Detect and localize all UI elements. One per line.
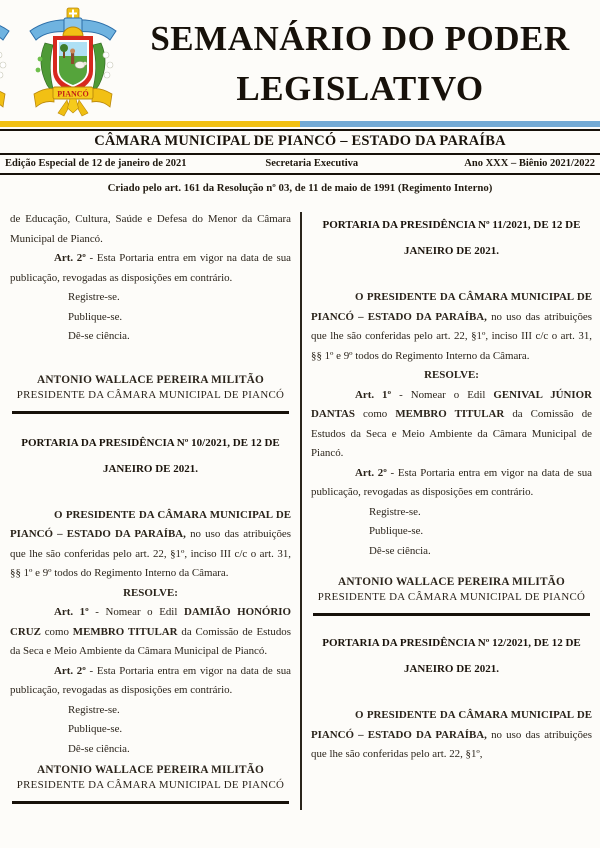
presidente-rest: no uso das atribuições que lhe são conferidas pelo art. 22, §1º, inciso III c/c o art. 31, §§ 1º e 9º todos do Regimento Interno da Câmara. [311,310,592,362]
portaria-10-heading-line1: PORTARIA DA PRESIDÊNCIA Nº 10/2021, DE 12 DE [21,436,280,449]
clipped-coat-of-arms [0,7,13,119]
emblem-cotton-boll [107,62,113,68]
left-column [10,210,291,804]
continuation-paragraph [10,210,291,249]
preamble-paragraph [311,288,592,366]
art2-label: Art. 2º [355,466,387,479]
continuation-text: de Educação, Cultura, Saúde e Defesa do Menor da Câmara Municipal de Piancó. [10,213,291,245]
pianco-coat-of-arms-icon [27,7,119,119]
section-rule [12,801,289,804]
presidente-bold: O PRESIDENTE DA CÂMARA MUNICIPAL DE PIANCÓ – ESTADO DA PARAÍBA, [10,508,291,540]
portaria-11-heading [311,212,592,264]
signature-role: PRESIDENTE DA CÂMARA MUNICIPAL DE PIANCÓ [16,779,285,791]
right-column [311,210,592,765]
accent-bar [0,121,600,127]
signature-name: ANTONIO WALLACE PEREIRA MILITÃO [337,576,566,588]
emblem-leaf [36,68,41,73]
column-divider [300,212,302,810]
membro-titular: MEMBRO TITULAR [395,408,505,420]
art2-label: Art. 2º [54,664,86,677]
como-text: como [354,408,396,420]
resolve-line: RESOLVE: [123,586,178,599]
registre-line: Registre-se. [68,291,120,303]
portaria-11-heading-line2: JANEIRO DE 2021. [403,245,500,257]
presidente-bold: O PRESIDENTE DA CÂMARA MUNICIPAL DE PIANCÓ – ESTADO DA PARAÍBA, [311,709,592,741]
publique-line: Publique-se. [369,525,424,537]
registre-line: Registre-se. [68,703,120,716]
signature-role: PRESIDENTE DA CÂMARA MUNICIPAL DE PIANCÓ [16,388,285,401]
section-rule [12,411,289,414]
publique-line: Publique-se. [68,310,123,323]
portaria-12-heading [311,630,592,682]
art2-text: - Esta Portaria entra em vigor na data de sua publicação, revogadas as disposições em contrário. [10,664,291,696]
emblem-bow-center [68,99,79,113]
emblem-cotton-boll [104,72,110,78]
issue-label: Ano XXX – Biênio 2021/2022 [464,157,595,169]
art1-label: Art. 1º [355,388,392,401]
ciencia-line: Dê-se ciência. [369,544,431,557]
edition-label: Edição Especial de 12 de janeiro de 2021 [5,157,187,169]
emblem-cotton-boll [103,52,109,58]
art1-paragraph [311,386,592,464]
art2-label: Art. 2º [54,252,86,264]
masthead-title-line1: SEMANÁRIO DO PODER [150,19,570,58]
presidente-rest: no uso das atribuições que lhe são conferidas pelo art. 22, §1º, [311,728,592,760]
comissao-text: da Comissão de Estudos da Seca e Meio Ambiente da Câmara Municipal de Piancó. [10,625,291,657]
emblem-leaf [38,57,43,62]
portaria-12-heading-line1: PORTARIA DA PRESIDÊNCIA Nº 12/2021, DE 12 DE [322,637,581,649]
emblem-branch-right [92,43,105,92]
banner-title: CÂMARA MUNICIPAL DE PIANCÓ – ESTADO DA PARAÍBA [0,129,600,155]
signature-block [10,373,291,403]
preamble-paragraph [10,506,291,584]
art2-paragraph [10,662,291,701]
art2-text: - Esta Portaria entra em vigor na data de sua publicação, revogadas as disposições em contrário. [311,466,592,498]
signature-block [311,575,592,605]
emblem-scroll-left [34,89,54,107]
art1-nomear: - Nomear o Edil [391,388,494,401]
signature-role: PRESIDENTE DA CÂMARA MUNICIPAL DE PIANCÓ [317,591,586,603]
art2-paragraph [311,464,592,503]
ciencia-line: Dê-se ciência. [68,742,130,755]
pianco-coat-of-arms-clipped-icon [0,7,12,119]
emblem-sheep-head [83,62,87,66]
preamble-paragraph [311,706,592,765]
creation-note: Criado pelo art. 161 da Resolução nº 03, de 11 de maio de 1991 (Regimento Interno) [107,182,493,194]
membro-titular: MEMBRO TITULAR [72,625,178,638]
portaria-10-heading-line2: JANEIRO DE 2021. [102,462,199,475]
accent-bar-blue [300,121,600,127]
art1-paragraph [10,603,291,662]
edil-name: GENIVAL JÚNIOR DANTAS [311,388,592,420]
emblem-farmer-head [70,49,75,54]
ciencia-line: Dê-se ciência. [68,330,130,342]
resolve-line: RESOLVE: [424,369,479,381]
art2-text: - Esta Portaria entra em vigor na data de sua publicação, revogadas as disposições em contrário. [10,252,291,284]
portaria-12-heading-line2: JANEIRO DE 2021. [403,663,500,675]
masthead-title [128,14,592,114]
edil-name: DAMIÃO HONÓRIO CRUZ [10,606,291,638]
art1-nomear: - Nomear o Edil [88,606,184,618]
publique-line: Publique-se. [68,723,123,735]
signature-name: ANTONIO WALLACE PEREIRA MILITÃO [36,373,265,386]
masthead-title-line2: LEGISLATIVO [236,69,484,108]
como-text: como [40,625,73,638]
pianco-coat-of-arms [27,7,119,119]
signature-block [10,763,291,793]
office-label: Secretaria Executiva [265,157,359,169]
presidente-bold: O PRESIDENTE DA CÂMARA MUNICIPAL DE PIANCÓ – ESTADO DA PARAÍBA, [311,291,592,323]
meta-row [0,153,600,175]
art1-label: Art. 1º [54,606,89,618]
portaria-11-heading-line1: PORTARIA DA PRESIDÊNCIA Nº 11/2021, DE 12 DE [322,219,581,231]
portaria-10-heading [10,430,291,482]
art2-paragraph [10,249,291,288]
accent-bar-yellow [0,121,300,127]
emblem-tree-crown [60,44,68,52]
signature-name: ANTONIO WALLACE PEREIRA MILITÃO [36,764,265,776]
emblem-motto-text: PIANCÓ [57,89,89,99]
registre-line: Registre-se. [369,505,421,518]
emblem-farmer-figure [71,53,74,64]
emblem-branch-left [41,43,54,92]
emblem-scroll-right [92,89,112,107]
presidente-rest: no uso das atribuições que lhe são conferidas pelo art. 22, §1º, inciso III c/c o art. 31, §§ 1º e 9º todos do Regimento Interno da Câmara. [10,528,291,579]
section-rule [313,613,590,616]
comissao-text: da Comissão de Estudos da Seca e Meio Ambiente da Câmara Municipal de Piancó. [311,408,592,459]
